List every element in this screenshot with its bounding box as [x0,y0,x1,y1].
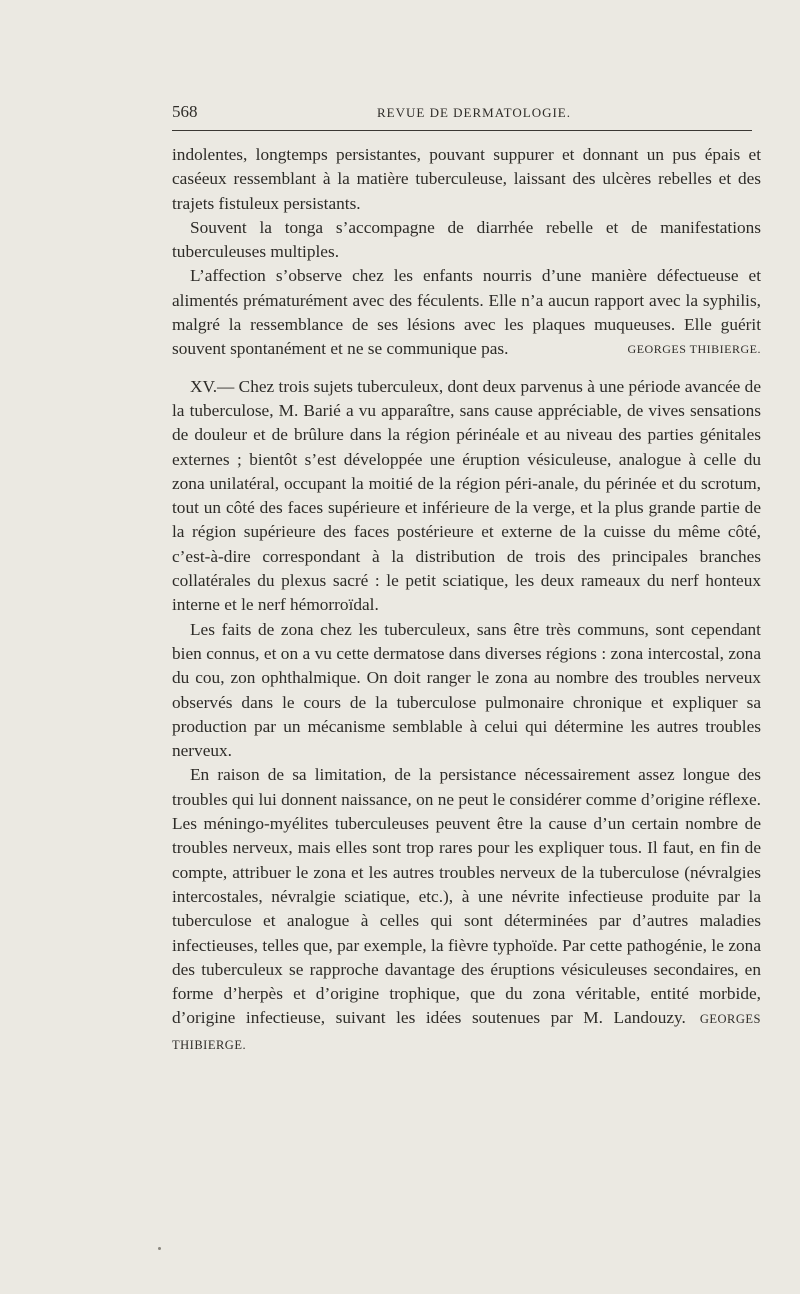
paragraph-affection [172,264,761,361]
paragraph-tonga: Souvent la tonga s’accompagne de diarrhée rebelle et de manifestations tuberculeuses multiples. [172,217,761,262]
paragraph-zona-pathogenie [172,763,761,1057]
paper-speck [158,1247,161,1250]
paragraph-continuation: indolentes, longtemps persistantes, pouvant suppurer et donnant un pus épais et caséeux ressemblant à la matière tuberculeuse, laissant des ulcères rebelles et des trajets fistuleux persistants. [172,145,761,213]
running-title: REVUE DE DERMATOLOGIE. [377,105,571,120]
author-signature-final: GEORGES THIBIERGE. [172,1012,761,1052]
section-gap [172,362,761,375]
paragraph-affection-text: L’affection s’observe chez les enfants nourris d’une manière défectueuse et alimentés prématurément avec des féculents. Elle n’a aucun rapport avec la syphilis, malgré la ressemblance de ses lésions avec les plaques muqueuses. Elle guérit souvent spontanément et ne se communique pas. [172,266,761,359]
page-number: 568 [172,102,198,121]
paragraph-zona-pathogenie-text: En raison de sa limitation, de la persistance nécessairement assez longue des troubles qui lui donnent naissance, on ne peut le considérer comme d’origine réflexe. Les méningo-myélites tuberculeuses peuvent être la cause d’un certain nombre de troubles nerveux, mais elles sont trop rares pour les expliquer tous. Il faut, en fin de compte, attribuer le zona et les autres troubles nerveux de la tuberculose (névralgies intercostales, névralgie sciatique, etc.), à une névrite infectieuse produite par la tuberculose et analogue à celles qui sont déterminées par d’autres maladies infectieuses, telles que, par exemple, la fièvre typhoïde. Par cette pathogénie, le zona des tuberculeux se rapproche davantage des éruptions vésiculeuses secondaires, en forme d’herpès et d’origine trophique, que du zona véritable, entité morbide, d’origine infectieuse, suivant les idées soutenues par M. Landouzy. [172,765,761,1028]
paragraph-zona-faits: Les faits de zona chez les tuberculeux, sans être très communs, sont cependant bien connus, et on a vu cette dermatose dans diverses régions : zona intercostal, zona du cou, zon ophthalmique. On doit ranger le zona au nombre des troubles nerveux observés dans le cours de la tuberculose pulmonaire chronique et expliquer sa production par un mécanisme semblable à celui qui détermine les autres troubles nerveux. [172,619,761,761]
author-signature: GEORGES THIBIERGE. [627,342,761,357]
page-header [172,96,752,131]
body-text [172,143,761,1057]
paragraph-section-xv: XV.— Chez trois sujets tuberculeux, dont deux parvenus à une période avancée de la tuberculose, M. Barié a vu apparaître, sans cause appréciable, de vives sensations de douleur et de brûlure dans la région périnéale et au niveau des parties génitales externes ; bientôt s’est développée une éruption vésiculeuse, analogue à celle du zona unilatéral, occupant la moitié de la région péri-anale, du périnée et du scrotum, tout un côté des faces supérieure et inférieure de la verge, et la plus grande partie de la région supérieure des faces postérieure et externe de la cuisse du même côté, c’est-à-dire correspondant à la distribution de trois des principales branches collatérales du plexus sacré : le petit sciatique, les deux rameaux du nerf honteux interne et le nerf hémorroïdal. [172,376,761,615]
